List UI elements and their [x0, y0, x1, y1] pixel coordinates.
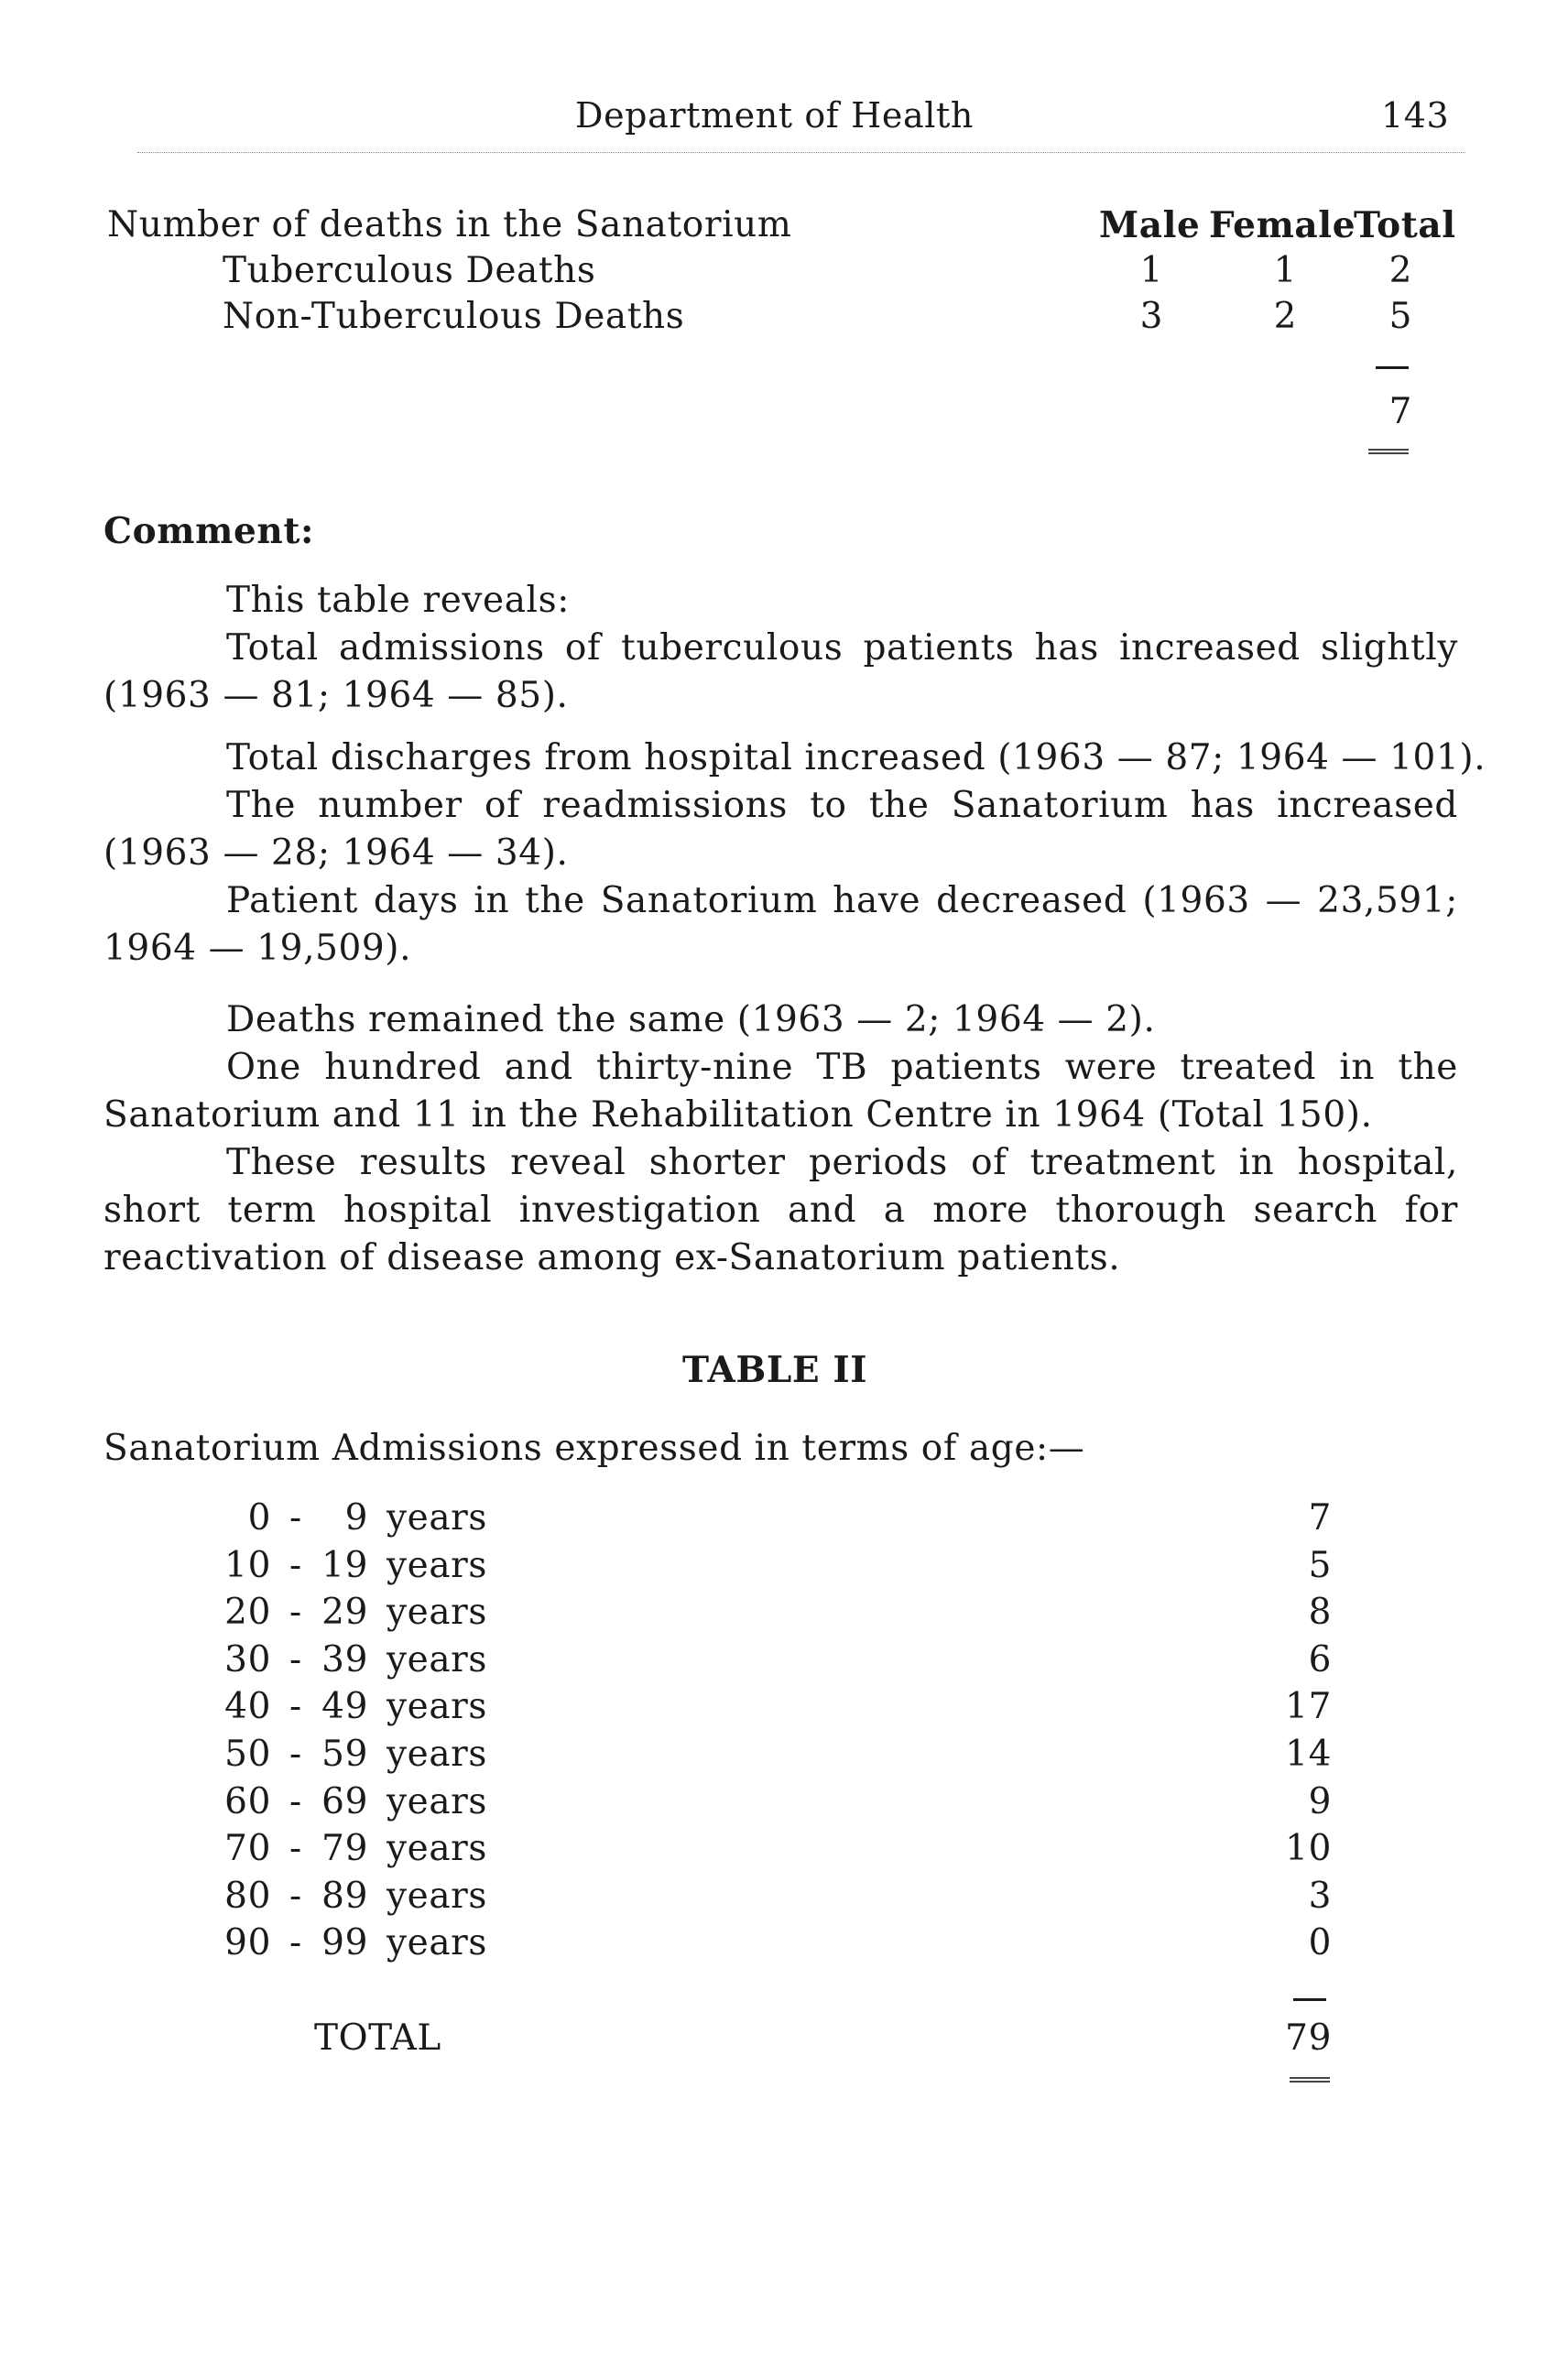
age-range-dash: -: [289, 1734, 302, 1775]
age-range-dash: -: [289, 1544, 302, 1586]
age-to: 69: [321, 1780, 368, 1822]
paragraph-line: One hundred and thirty-nine TB patients were treated in the: [226, 1047, 1458, 1088]
paragraph-line: These results reveal shorter periods of treatment in hospital,: [226, 1142, 1458, 1183]
paragraph-line: Sanatorium and 11 in the Rehabilitation Centre in 1964 (Total 150).: [103, 1094, 1373, 1136]
age-from: 90: [224, 1922, 271, 1964]
paragraph-line: Total discharges from hospital increased (1963 — 87; 1964 — 101).: [226, 737, 1486, 778]
row-total: 2: [1388, 250, 1412, 291]
age-to: 9: [344, 1497, 368, 1539]
age-from: 70: [224, 1828, 271, 1870]
paragraph-line: 1964 — 19,509).: [103, 928, 412, 969]
age-unit: years: [387, 1638, 488, 1680]
age-from: 50: [224, 1734, 271, 1775]
header-divider: [137, 152, 1465, 153]
table2-caption: Sanatorium Admissions expressed in terms of age:—: [103, 1428, 1085, 1469]
age-to: 79: [321, 1828, 368, 1870]
table2-title: TABLE II: [682, 1349, 868, 1391]
age-range-dash: -: [289, 1686, 302, 1728]
age-range-dash: -: [289, 1828, 302, 1870]
age-range-dash: -: [289, 1922, 302, 1964]
row-male: 3: [1139, 296, 1163, 337]
age-from: 40: [224, 1686, 271, 1728]
sum-rule: [1293, 1998, 1326, 2001]
age-count: 8: [1308, 1592, 1332, 1634]
age-to: 29: [321, 1592, 368, 1634]
age-to: 49: [321, 1686, 368, 1728]
col-female-header: Female: [1209, 204, 1356, 246]
paragraph-line: (1963 — 81; 1964 — 85).: [103, 675, 569, 716]
row-female: 2: [1273, 296, 1297, 337]
paragraph-line: reactivation of disease among ex-Sanatorium patients.: [103, 1237, 1121, 1278]
age-unit: years: [387, 1828, 488, 1870]
age-from: 80: [224, 1875, 271, 1917]
table2-total-value: 79: [1285, 2018, 1332, 2059]
age-to: 19: [321, 1544, 368, 1586]
paragraph-line: Patient days in the Sanatorium have decreased (1963 — 23,591;: [226, 880, 1458, 921]
age-unit: years: [387, 1544, 488, 1586]
paragraph-line: Deaths remained the same (1963 — 2; 1964 — 2).: [226, 999, 1156, 1040]
paragraph-line: (1963 — 28; 1964 — 34).: [103, 832, 569, 874]
age-from: 30: [224, 1638, 271, 1680]
age-range-dash: -: [289, 1592, 302, 1634]
deaths-heading: Number of deaths in the Sanatorium: [107, 204, 792, 245]
age-count: 9: [1308, 1780, 1332, 1822]
page-number: 143: [1381, 95, 1450, 136]
table2-total-label: TOTAL: [314, 2018, 441, 2059]
comment-intro: This table reveals:: [226, 580, 570, 621]
age-to: 59: [321, 1734, 368, 1775]
age-to: 39: [321, 1638, 368, 1680]
row-label: Non-Tuberculous Deaths: [223, 296, 685, 337]
age-range-dash: -: [289, 1780, 302, 1822]
age-from: 60: [224, 1780, 271, 1822]
row-total: 5: [1388, 296, 1412, 337]
paragraph-line: short term hospital investigation and a more thorough search for: [103, 1190, 1458, 1231]
sum-rule: [1376, 366, 1409, 369]
row-label: Tuberculous Deaths: [223, 250, 596, 291]
age-count: 10: [1285, 1828, 1332, 1870]
age-range-dash: -: [289, 1638, 302, 1680]
row-male: 1: [1139, 250, 1163, 291]
col-male-header: Male: [1099, 204, 1201, 246]
row-female: 1: [1273, 250, 1297, 291]
age-count: 3: [1308, 1875, 1332, 1917]
deaths-grand-total: 7: [1388, 391, 1412, 432]
col-total-header: Total: [1354, 204, 1456, 246]
age-unit: years: [387, 1734, 488, 1775]
age-count: 0: [1308, 1922, 1332, 1964]
age-unit: years: [387, 1592, 488, 1634]
age-unit: years: [387, 1497, 488, 1539]
paragraph-line: Total admissions of tuberculous patients has increased slightly: [226, 627, 1458, 669]
age-count: 14: [1285, 1734, 1332, 1775]
age-from: 0: [247, 1497, 271, 1539]
age-count: 5: [1308, 1544, 1332, 1586]
age-unit: years: [387, 1780, 488, 1822]
age-unit: years: [387, 1922, 488, 1964]
comment-heading: Comment:: [103, 510, 314, 552]
age-count: 7: [1308, 1497, 1332, 1539]
age-range-dash: -: [289, 1875, 302, 1917]
age-unit: years: [387, 1875, 488, 1917]
paragraph-line: The number of readmissions to the Sanatorium has increased: [226, 785, 1458, 826]
age-count: 6: [1308, 1638, 1332, 1680]
age-from: 10: [224, 1544, 271, 1586]
age-to: 99: [321, 1922, 368, 1964]
age-unit: years: [387, 1686, 488, 1728]
running-header-title: Department of Health: [575, 95, 974, 136]
age-range-dash: -: [289, 1497, 302, 1539]
double-rule: [1368, 449, 1409, 454]
age-from: 20: [224, 1592, 271, 1634]
age-to: 89: [321, 1875, 368, 1917]
double-rule: [1290, 2077, 1330, 2083]
age-count: 17: [1285, 1686, 1332, 1728]
